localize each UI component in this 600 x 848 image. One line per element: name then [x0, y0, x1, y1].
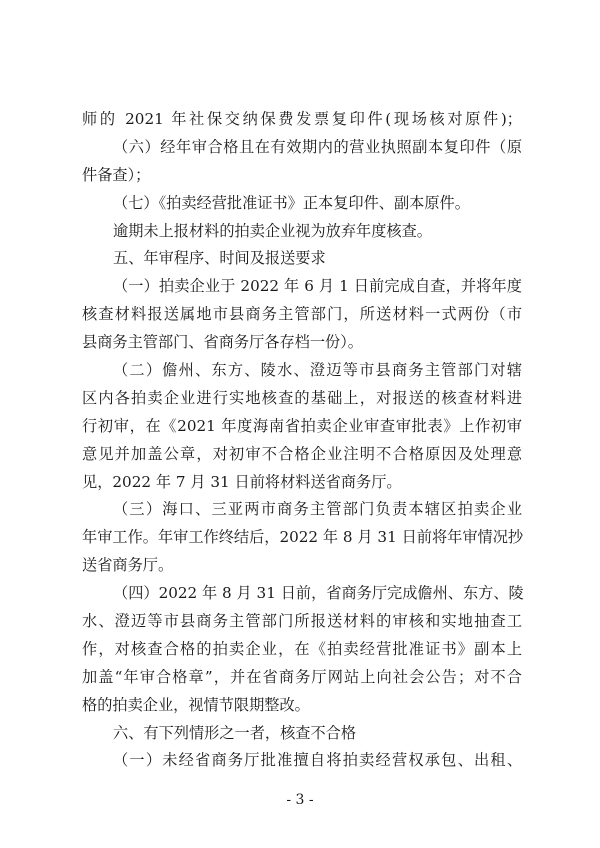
text-line-7: （一）拍卖企业于 2022 年 6 月 1 日前完成自查，并将年度 [113, 277, 522, 296]
text-line-20: 作，对核查合格的拍卖企业，在《拍卖经营批准证书》副本上 [82, 639, 522, 658]
text-line-17: 送省商务厅。 [82, 556, 174, 575]
text-line-22: 格的拍卖企业，视情节限期整改。 [82, 695, 310, 714]
text-line-21: 加盖“年审合格章”，并在省商务厅网站上向社会公告；对不合 [82, 667, 522, 686]
text-line-15: （三）海口、三亚两市商务主管部门负责本辖区拍卖企业 [113, 500, 522, 519]
section-heading-5: 五、年审程序、时间及报送要求 [113, 249, 326, 268]
text-line-2: （六）经年审合格且在有效期内的营业执照副本复印件（原 [113, 137, 522, 156]
text-line-1: 师的 2021 年社保交纳保费发票复印件(现场核对原件)； [82, 110, 522, 128]
text-line-11: 区内各拍卖企业进行实地核查的基础上，对报送的核查材料进 [82, 388, 522, 407]
text-line-9: 县商务主管部门、省商务厅各存档一份）。 [82, 333, 363, 352]
text-line-19: 水、澄迈等市县商务主管部门所报送材料的审核和实地抽查工 [82, 612, 522, 631]
page-number: - 3 - [286, 792, 314, 808]
text-line-3: 件备查）； [82, 165, 151, 184]
text-line-24: （一）未经省商务厅批准擅自将拍卖经营权承包、出租、 [113, 751, 522, 770]
text-line-8: 核查材料报送属地市县商务主管部门，所送材料一式两份（市 [82, 305, 522, 324]
text-line-18: （四）2022 年 8 月 31 日前，省商务厅完成儋州、东方、陵 [113, 584, 524, 603]
text-line-16: 年审工作。年审工作终结后，2022 年 8 月 31 日前将年审情况抄 [82, 528, 524, 547]
text-line-14: 见，2022 年 7 月 31 日前将材料送省商务厅。 [82, 472, 402, 491]
document-body [82, 106, 522, 775]
text-line-5: 逾期未上报材料的拍卖企业视为放弃年度核查。 [113, 221, 432, 240]
text-line-10: （二）儋州、东方、陵水、澄迈等市县商务主管部门对辖 [113, 361, 522, 380]
text-line-13: 意见并加盖公章，对初审不合格企业注明不合格原因及处理意 [82, 444, 522, 463]
section-heading-6: 六、有下列情形之一者，核查不合格 [113, 723, 356, 742]
text-line-4: （七）《拍卖经营批准证书》正本复印件、副本原件。 [113, 193, 470, 212]
text-line-12: 行初审，在《2021 年度海南省拍卖企业审查审批表》上作初审 [82, 416, 522, 435]
